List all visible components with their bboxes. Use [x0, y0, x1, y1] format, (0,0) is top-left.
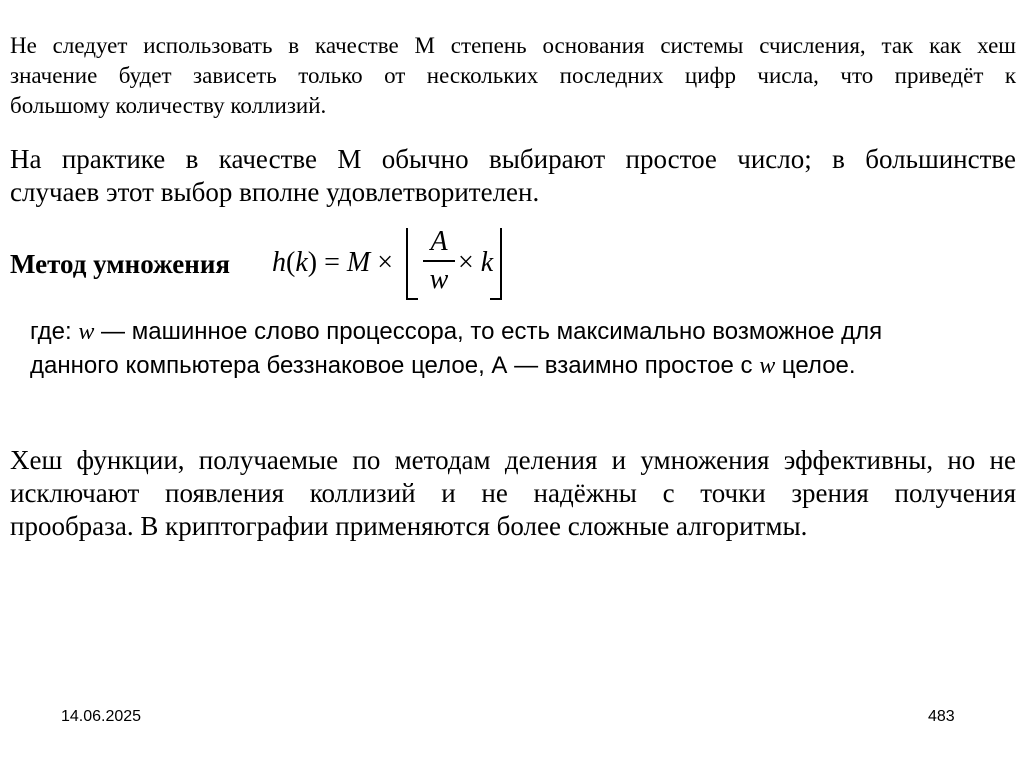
formula-paren-open: (: [286, 247, 296, 278]
page-number: 483: [928, 708, 955, 725]
where-prefix: где:: [30, 318, 79, 345]
symbol-w: w: [759, 353, 776, 379]
symbol-w: w: [78, 319, 95, 345]
paragraph-line: прообраза. В криптографии применяются более сложные алгоритмы.: [10, 511, 808, 541]
where-text: данного компьютера беззнаковое целое, А — взаимно простое с: [30, 352, 760, 379]
formula-fraction: [423, 226, 455, 296]
paragraph-line-part: что приведёт к: [840, 63, 1017, 88]
formula-times: ×: [370, 247, 394, 278]
formula-symbol-h: h: [272, 247, 286, 278]
formula-symbol-m: M: [346, 247, 371, 278]
paragraph-line: [10, 61, 1016, 91]
formula-times: ×: [458, 247, 481, 278]
where-text: целое.: [775, 352, 856, 379]
fraction-bar: [423, 260, 455, 262]
paragraph-line: Хеш функции, получаемые по методам деления и умножения эффективны, но не: [10, 445, 1016, 475]
paragraph-line: исключают появления коллизий и не надёжны с точки зрения получения: [10, 478, 1016, 508]
paragraph-line: случаев этот выбор вполне удовлетворителен.: [10, 177, 540, 207]
where-text: — машинное слово процессора, то есть максимально возможное для: [94, 318, 883, 345]
formula-equals: ) =: [307, 247, 347, 278]
paragraph-line: Не следует использовать в качестве М степень основания системы счисления, так как хеш: [10, 33, 1016, 58]
paragraph-line: На практике в качестве М обычно выбирают простое число; в большинстве: [10, 144, 1016, 174]
paragraph-base-warning: [10, 31, 1016, 121]
fraction-denominator: w: [429, 264, 449, 295]
paragraph-line: большому количеству коллизий.: [10, 93, 327, 118]
method-heading: Метод умножения: [10, 249, 230, 279]
floor-bracket-left: [406, 228, 418, 300]
paragraph-line: [30, 315, 990, 349]
formula-symbol-k: k: [480, 247, 494, 278]
paragraph-line-part: значение будет зависеть только от нескольких последних цифр числа,: [10, 63, 819, 88]
fraction-numerator: A: [430, 226, 448, 257]
paragraph-line: [30, 349, 990, 383]
paragraph-conclusion: [10, 444, 1016, 543]
formula-symbol-k: k: [295, 247, 308, 278]
hash-formula: [272, 222, 512, 302]
footer-date: 14.06.2025: [61, 708, 142, 725]
paragraph-prime-choice: [10, 143, 1016, 209]
floor-bracket-right: [490, 228, 502, 300]
formula-rhs: [458, 246, 493, 280]
formula-lhs: [272, 246, 393, 280]
formula-explanation: [30, 315, 990, 383]
